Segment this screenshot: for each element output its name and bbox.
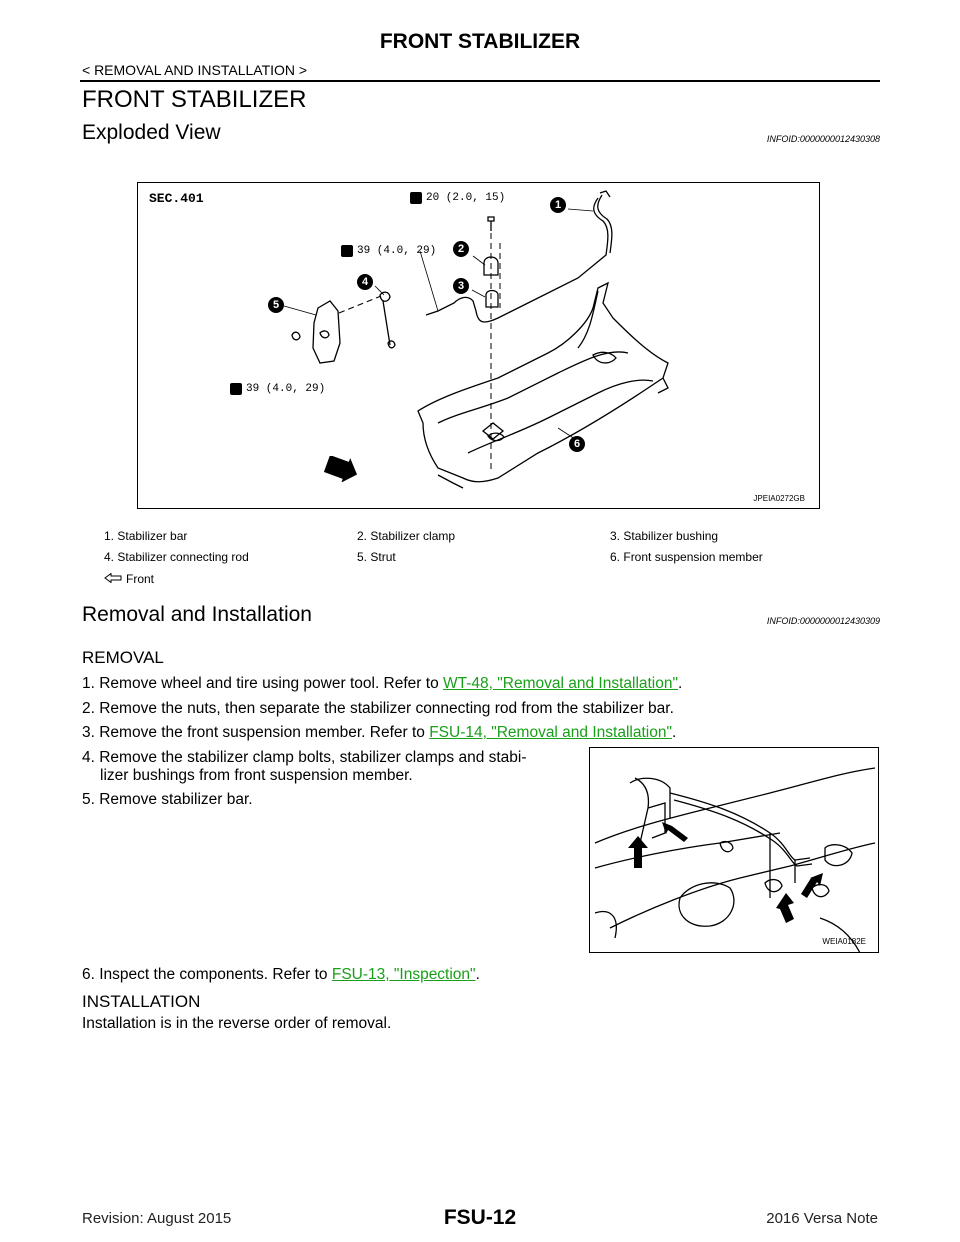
link-fsu-14[interactable]: FSU-14, "Removal and Installation" [429,724,672,741]
step-6: 6. Inspect the components. Refer to FSU-13, "Inspection". [82,966,480,983]
header-rule [80,80,880,82]
torque-bottom [230,383,325,395]
footer-page-number: FSU-12 [443,1206,517,1229]
sec-label: SEC.401 [149,191,204,206]
step-4-line-2: lizer bushings from front suspension member. [100,767,413,784]
photo-code: WEIA0182E [822,937,866,946]
exploded-view-heading: Exploded View [82,121,221,144]
link-fsu-13[interactable]: FSU-13, "Inspection" [331,966,476,983]
torque-mid [341,245,436,257]
footer-revision: Revision: August 2015 [82,1210,232,1227]
removal-heading: REMOVAL [82,648,164,667]
exploded-view-figure [137,182,820,509]
torque-top-value: 20 (2.0, 15) [426,192,506,204]
header-title: FRONT STABILIZER [379,30,581,53]
torque-top [410,192,505,204]
exploded-view-drawing [138,183,820,509]
torque-wrench-icon [230,383,242,395]
front-arrow-outline-icon [104,572,122,586]
torque-wrench-icon [410,192,422,204]
step-2: 2. Remove the nuts, then separate the stabilizer connecting rod from the stabilizer bar. [82,700,674,717]
footer-model: 2016 Versa Note [766,1210,878,1227]
step-3: 3. Remove the front suspension member. Refer to FSU-14, "Removal and Installation". [82,724,677,741]
step-1: 1. Remove wheel and tire using power tool. Refer to WT-48, "Removal and Installation". [82,675,683,692]
breadcrumb: < REMOVAL AND INSTALLATION > [82,62,308,78]
exploded-view-infoid: INFOID:0000000012430308 [766,134,880,144]
torque-wrench-icon [341,245,353,257]
step-4-line-1: 4. Remove the stabilizer clamp bolts, stabilizer clamps and stabi- [82,749,527,766]
legend-item-5: 5. Strut [357,550,396,564]
callout-5: 5 [268,297,284,313]
removal-installation-heading: Removal and Installation [82,603,312,626]
callout-1: 1 [550,197,566,213]
stabilizer-clamp-drawing [590,748,879,953]
callout-2: 2 [453,241,469,257]
legend-item-1: 1. Stabilizer bar [104,529,188,543]
removal-installation-infoid: INFOID:0000000012430309 [766,616,880,626]
torque-mid-value: 39 (4.0, 29) [357,245,437,257]
figure-code: JPEIA0272GB [753,494,805,503]
step-5: 5. Remove stabilizer bar. [82,791,253,808]
callout-6: 6 [569,436,585,452]
legend-item-3: 3. Stabilizer bushing [610,529,719,543]
legend-item-6: 6. Front suspension member [610,550,763,564]
installation-text: Installation is in the reverse order of removal. [82,1015,392,1032]
link-wt-48[interactable]: WT-48, "Removal and Installation" [443,675,678,692]
callout-3: 3 [453,278,469,294]
torque-bottom-value: 39 (4.0, 29) [246,383,326,395]
installation-heading: INSTALLATION [82,992,201,1011]
legend-item-4: 4. Stabilizer connecting rod [104,550,249,564]
section-title: FRONT STABILIZER [82,86,307,113]
stabilizer-clamp-photo [589,747,879,953]
legend-item-2: 2. Stabilizer clamp [357,529,456,543]
callout-4: 4 [357,274,373,290]
front-arrow-icon [324,456,360,487]
legend-front: Front [104,572,154,586]
